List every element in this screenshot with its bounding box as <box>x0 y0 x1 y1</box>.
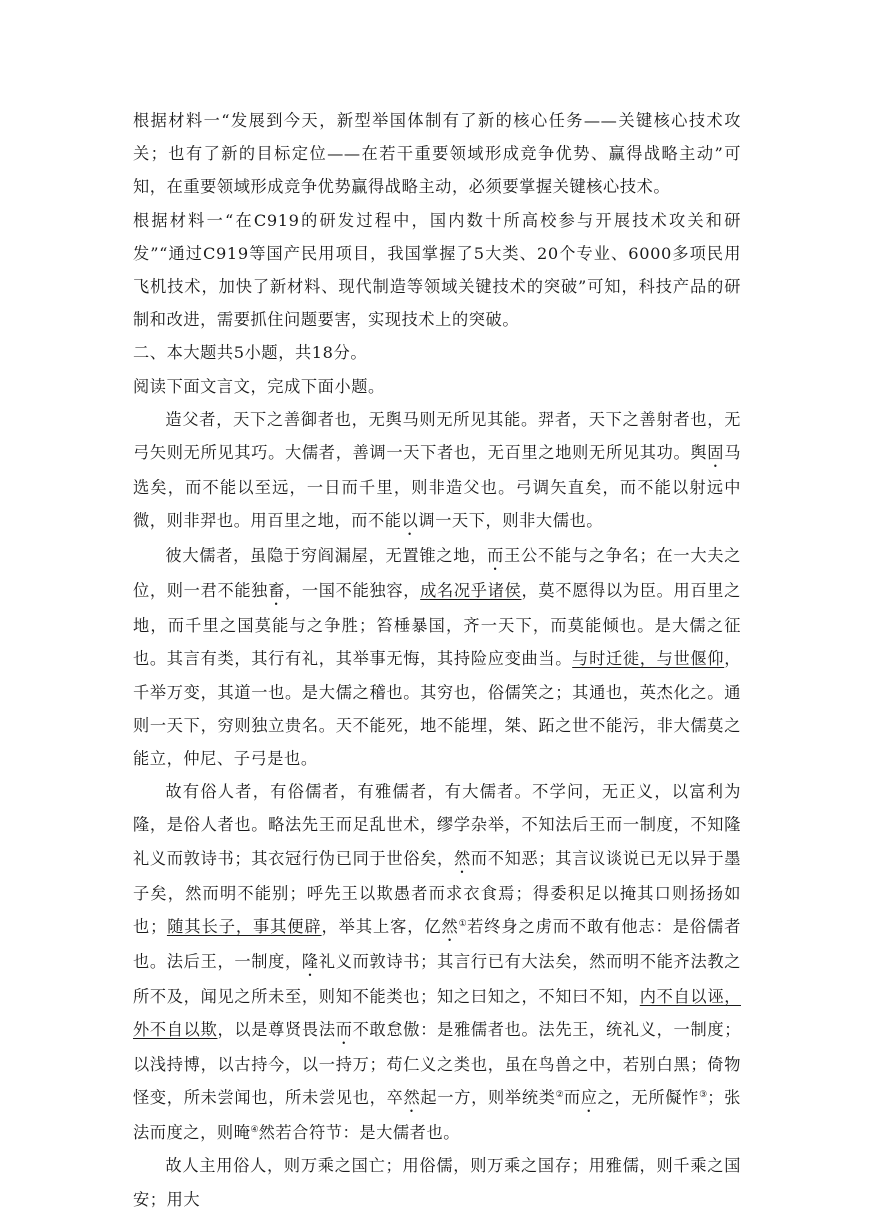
passage-text: 不敢怠傲：是雅儒者也。法先王，统礼义，一制度；以浅持博，以古持今，以一持万；苟仁义之类也，虽在鸟兽之中，若别白黑；倚物怪变，所未尝闻也，所未尝见也，卒 <box>133 1020 742 1108</box>
analysis-paragraph-1: 根据材料一“发展到今天，新型举国体制有了新的核心任务——关键核心技术攻关；也有了新的目标定位——在若干重要领域形成竞争优势、赢得战略主动”可知，在重要领域形成竞争优势赢得战略主动，必须要掌握关键核心技术。 <box>133 111 741 197</box>
dotted-word: 以 <box>401 511 419 531</box>
dotted-word: 然 <box>403 1088 421 1108</box>
passage-text: ；张法而度之，则晻 <box>133 1088 741 1143</box>
passage-paragraph-2 <box>133 539 741 775</box>
section-heading: 二、本大题共5小题，共18分。 <box>133 343 368 363</box>
dotted-word: 隆 <box>301 951 319 971</box>
footnote-marker: ② <box>555 1090 564 1101</box>
passage-text: 而 <box>563 1088 581 1108</box>
footnote-marker: ③ <box>699 1090 708 1101</box>
passage-text: 然若合符节：是大儒者也。 <box>258 1123 461 1143</box>
underlined-sentence: 成名况乎诸侯 <box>420 581 522 601</box>
dotted-word: 而 <box>335 1020 353 1040</box>
passage-text: 而不知恶；其言议谈说已无以异于墨子矣，然而明不能别；呼先王以欺愚者而求衣食焉；得委积足以掩其口则扬扬如也； <box>133 848 741 936</box>
section-instruction: 阅读下面文言文，完成下面小题。 <box>133 376 385 396</box>
passage-text: 彼大儒者，虽隐于穷阎漏屋，无置锥之地， <box>165 546 488 566</box>
passage-text: ，以是尊贤畏法 <box>217 1020 336 1040</box>
passage-text: ，莫不愿得以为臣。用百里之地，而千里之国莫能与之争胜；笞棰暴国，齐一天下，而莫能倾也。是大儒之征也。其言有类，其行有礼，其举事无悔，其持险应变曲当。 <box>133 581 741 669</box>
passage-text: 之，无所儗怍 <box>597 1088 700 1108</box>
dotted-word: 固 <box>707 443 725 463</box>
passage-paragraph-3 <box>133 775 741 1149</box>
analysis-paragraph-2: 根据材料一“在C919的研发过程中，国内数十所高校参与开展技术攻关和研发”“通过C919等国产民用项目，我国掌握了5大类、20个专业、6000多项民用飞机技术，加快了新材料、现代制造等领域关键技术的突破”可知，科技产品的研制和改进，需要抓住问题要害，实现技术上的突破。 <box>133 210 741 330</box>
passage-text: 马选矣，而不能以至远，一日而千里，则非造父也。弓调矢直矣，而不能以射远中微，则非羿也。用百里之地，而不能 <box>133 443 741 531</box>
dotted-word: 畜 <box>268 581 286 601</box>
passage-paragraph-1 <box>133 403 741 539</box>
dotted-word: 应 <box>580 1088 598 1108</box>
passage-text: ，举其上客，亿 <box>321 916 442 936</box>
passage-text: 调一天下，则非大儒也。 <box>418 511 604 531</box>
passage-text: ，千举万变，其道一也。是大儒之稽也。其穷也，俗儒笑之；其通也，英杰化之。通则一天下，穷则独立贵名。天不能死，地不能埋，桀、跖之世不能污，非大儒莫之能立，仲尼、子弓是也。 <box>133 649 741 769</box>
footnote-marker: ① <box>458 918 468 929</box>
passage-text: 造父者，天下之善御者也，无舆马则无所见其能。羿者，天下之善射者也，无弓矢则无所见其巧。大儒者，善调一天下者也，无百里之地则无所见其功。舆 <box>133 409 741 463</box>
underlined-sentence: 内不自以诬，外不自以欺 <box>133 986 741 1040</box>
dotted-word: 而 <box>487 546 505 566</box>
footnote-marker: ④ <box>250 1125 259 1136</box>
passage-text: 礼义而敦诗书；其言行已有大法矣，然而明不能齐法教之所不及，闻见之所未至，则知不能类也；知之曰知之，不知曰不知， <box>133 951 742 1006</box>
passage-text: 若终身之虏而不敢有他志：是俗儒者也。法后王，一制度， <box>133 916 741 971</box>
passage-text: 王公不能与之争名；在一大夫之位，则一君不能独 <box>133 546 741 601</box>
dotted-word: 然 <box>441 916 459 936</box>
underlined-sentence: 与时迁徙，与世偃仰 <box>572 649 725 669</box>
underlined-sentence: 随其长子，事其便辟 <box>166 916 322 936</box>
passage-paragraph-4: 故人主用俗人，则万乘之国亡；用俗儒，则万乘之国存；用雅儒，则千乘之国安；用大 <box>133 1156 741 1209</box>
dotted-word: 然 <box>453 848 471 868</box>
passage-text: 起一方，则举统类 <box>420 1088 556 1108</box>
passage-text: ，一国不能独容， <box>285 581 421 601</box>
passage-text: 故有俗人者，有俗儒者，有雅儒者，有大儒者。不学问，无正义，以富利为隆，是俗人者也。略法先王而足乱世术，缪学杂举，不知法后王而一制度，不知隆礼义而敦诗书；其衣冠行伪已同于世俗矣， <box>133 782 741 868</box>
